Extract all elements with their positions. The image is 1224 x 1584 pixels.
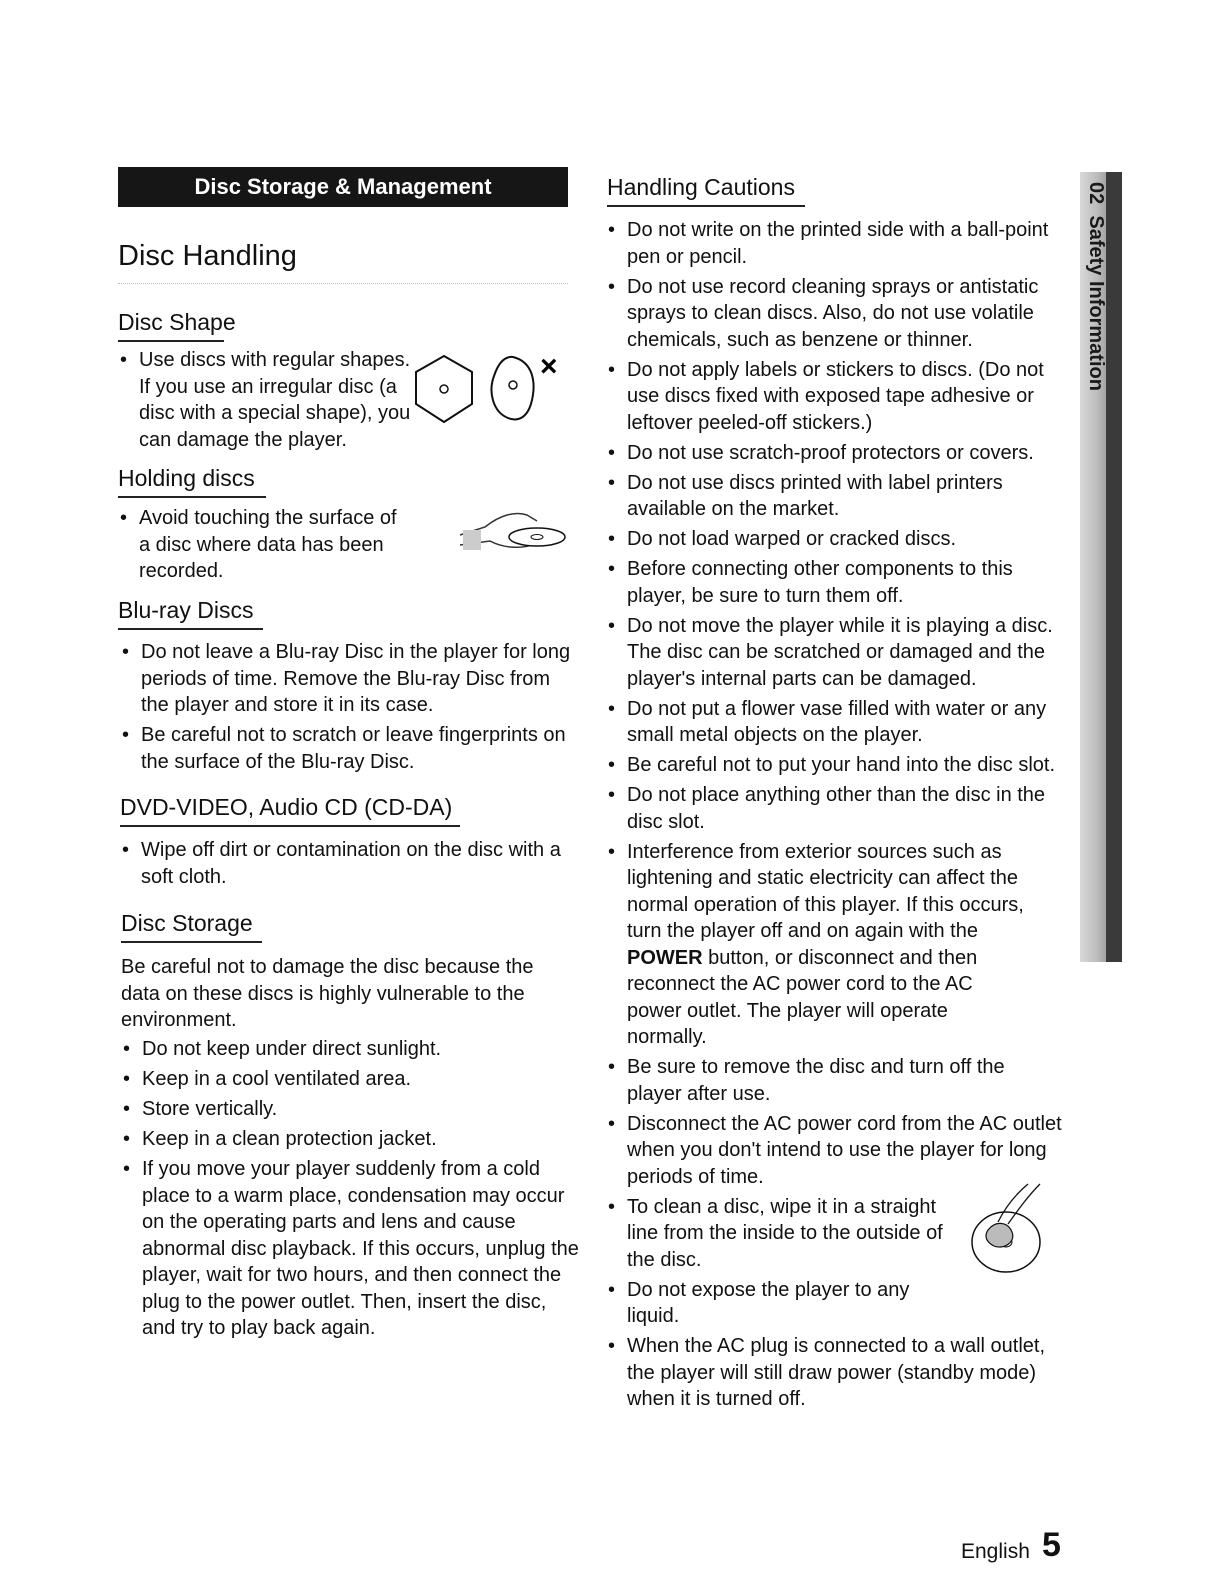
list-item: • To clean a disc, wipe it in a straight line from the inside to the outside of the disc. [606,1194,957,1274]
list-item: • Be careful not to put your hand into the disc slot. [606,752,1064,779]
hand-holding-disc-icon [455,505,570,560]
interference-item: • Interference from exterior sources such as lightening and static electricity can affect the normal operation of this player. If this occurs, turn the player off and on again with the POWER button, or disconnect and then reconnect the AC power cord to the AC power outlet. The player will operate normally. [606,839,1032,1051]
irregular-disc-icon [492,357,534,420]
list-item: • Do not apply labels or stickers to discs. (Do not use discs fixed with exposed tape adhesive or leftover peeled-off stickers.) [606,357,1064,437]
title-rule [118,283,568,284]
list-item: • Use discs with regular shapes. If you use an irregular disc (a disc with a special shape), you can damage the player. [118,347,419,453]
bluray-discs-heading: Blu-ray Discs [118,597,253,630]
disc-shape-illustration [408,352,568,442]
list-item: • Do not use scratch-proof protectors or covers. [606,440,1064,467]
list-item: • Do not write on the printed side with a ball-point pen or pencil. [606,217,1064,270]
disc-storage-heading: Disc Storage [121,910,253,943]
list-item: • Do not use discs printed with label printers available on the market. [606,470,1037,523]
holding-discs-heading: Holding discs [118,465,255,498]
list-item: • Disconnect the AC power cord from the AC outlet when you don't intend to use the player for long periods of time. [606,1111,1064,1191]
disc-storage-intro: Be careful not to damage the disc because the data on these discs is highly vulnerable to the environment. [121,956,534,1031]
disc-shape-heading: Disc Shape [118,309,236,342]
dvd-audio-heading: DVD-VIDEO, Audio CD (CD-DA) [120,794,452,827]
list-item: • Do not keep under direct sunlight. [121,1036,583,1063]
bluray-list [120,639,582,779]
list-item: • Do not put a flower vase filled with water or any small metal objects on the player. [606,696,1064,749]
power-button-label: POWER [627,946,703,969]
list-item: • Do not expose the player to any liquid. [606,1277,927,1330]
page-title: Disc Handling [118,240,297,272]
list-item: • Do not load warped or cracked discs. [606,526,1064,553]
disc-shape-list [118,347,418,457]
list-item: • When the AC plug is connected to a wall outlet, the player will still draw power (standby mode) when it is turned off. [606,1333,1064,1413]
list-item: • Be sure to remove the disc and turn off the player after use. [606,1054,1037,1107]
list-item: • Be careful not to scratch or leave fingerprints on the surface of the Blu-ray Disc. [120,722,582,775]
dvd-audio-list [120,837,582,894]
section-banner: Disc Storage & Management [118,167,568,207]
holding-discs-list [118,505,418,588]
list-item: • Keep in a cool ventilated area. [121,1066,583,1093]
footer-language: English [961,1540,1030,1563]
list-item: • Before connecting other components to this player, be sure to turn them off. [606,556,1064,609]
list-item: • Do not place anything other than the disc in the disc slot. [606,782,1064,835]
list-item: • Store vertically. [121,1096,583,1123]
chapter-side-tab [1080,172,1122,962]
cross-mark-icon: × [540,352,558,383]
list-item: • If you move your player suddenly from a cold place to a warm place, condensation may occur on the operating parts and lens and cause abnormal disc playback. If this occurs, unplug the player, wait for two hours, and then connect the plug to the power outlet. Then, insert the disc, and try to play back again. [121,1156,583,1342]
list-item: • Avoid touching the surface of a disc where data has been recorded. [118,505,407,585]
page-number: 5 [1042,1526,1061,1564]
list-item: • Keep in a clean protection jacket. [121,1126,583,1153]
handling-cautions-heading: Handling Cautions [607,174,795,207]
regular-disc-icon [416,356,472,422]
side-tab-label: 02 Safety Information [1085,182,1107,391]
list-item: • Do not use record cleaning sprays or antistatic sprays to clean discs. Also, do not use volatile chemicals, such as benzene or thinner. [606,274,1064,354]
list-item: • Do not leave a Blu-ray Disc in the player for long periods of time. Remove the Blu-ray Disc from the player and store it in its case. [120,639,582,719]
list-item: • Wipe off dirt or contamination on the disc with a soft cloth. [120,837,582,890]
wipe-disc-icon [968,1180,1048,1280]
disc-storage-list [121,1036,583,1345]
list-item: • Do not move the player while it is playing a disc. The disc can be scratched or damaged and the player's internal parts can be damaged. [606,613,1064,693]
